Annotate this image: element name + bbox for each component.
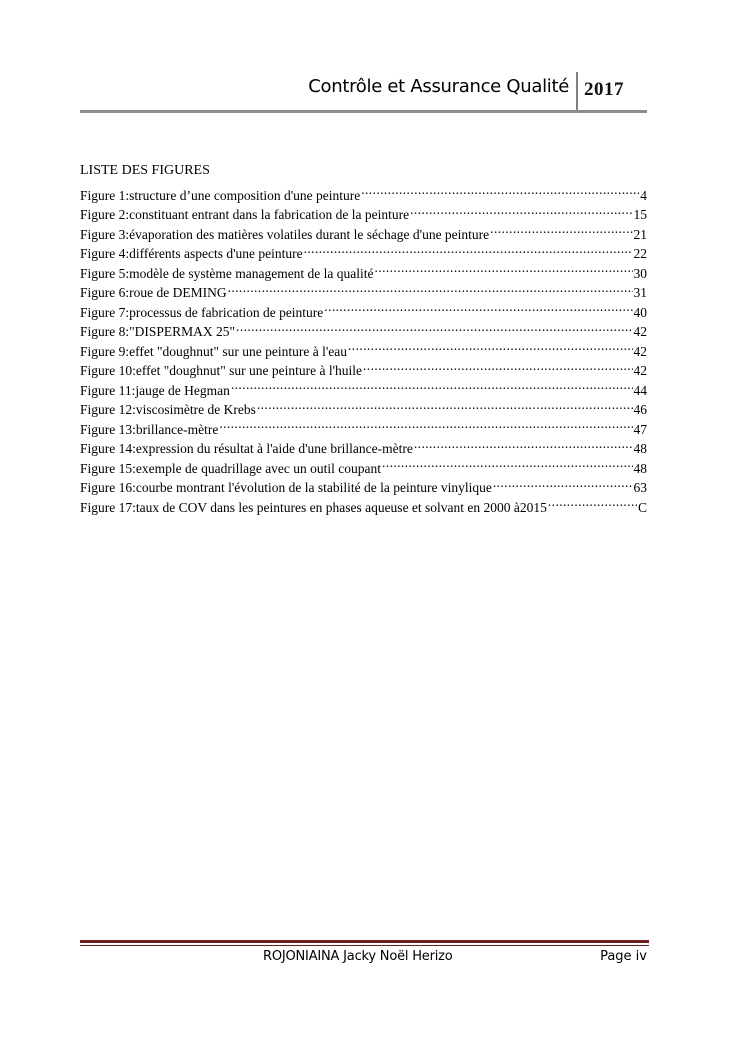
- toc-dot-leader: [228, 278, 633, 298]
- toc-entry-title: Figure 6:roue de DEMING: [80, 285, 227, 300]
- toc-entry-title: Figure 1:structure d’une composition d'une peinture: [80, 187, 361, 203]
- toc-dot-leader: [414, 434, 633, 454]
- toc-entry-page: 42: [633, 363, 647, 378]
- footer-rule: [80, 940, 649, 943]
- toc-dot-leader: [375, 258, 633, 278]
- toc-dot-leader: [348, 336, 632, 356]
- toc-heading: LISTE DES FIGURES: [80, 163, 210, 178]
- toc-entry-page: 21: [633, 226, 647, 242]
- toc-entry-page: 22: [633, 246, 647, 261]
- toc-dot-leader: [304, 239, 633, 259]
- toc-entry-title: Figure 15:exemple de quadrillage avec un outil coupant: [80, 460, 382, 476]
- toc-entry-title: Figure 3:évaporation des matières volatiles durant le séchage d'une peinture: [80, 226, 490, 242]
- toc-entry-page: 4: [640, 187, 647, 203]
- toc-entry-title: Figure 8:"DISPERMAX 25": [80, 324, 236, 339]
- toc-dot-leader: [382, 453, 632, 473]
- toc-entry-title: Figure 16:courbe montrant l'évolution de la stabilité de la peinture vinylique: [80, 480, 492, 495]
- toc-dot-leader: [324, 297, 632, 317]
- footer-page-number: Page iv: [600, 949, 647, 964]
- toc-entry-title: Figure 17:taux de COV dans les peintures en phases aqueuse et solvant en 2000 à2015: [80, 499, 547, 515]
- toc-dot-leader: [236, 317, 632, 337]
- toc-entry-page: 40: [633, 304, 647, 320]
- list-of-figures: [80, 161, 647, 515]
- toc-dot-leader: [548, 492, 637, 512]
- footer-rule-thin: [80, 945, 649, 946]
- toc-entry-title: Figure 7:processus de fabrication de peinture: [80, 304, 324, 320]
- toc-entries: [80, 180, 647, 515]
- toc-dot-leader: [231, 375, 633, 395]
- toc-entry-page: 47: [633, 421, 647, 437]
- toc-entry-title: Figure 10:effet "doughnut" sur une peinture à l'huile: [80, 363, 363, 378]
- toc-entry-page: 31: [633, 285, 647, 300]
- header-year: 2017: [584, 79, 624, 100]
- toc-entry[interactable]: [80, 180, 647, 203]
- toc-entry-title: Figure 2:constituant entrant dans la fabrication de la peinture: [80, 207, 410, 222]
- toc-entry-title: Figure 9:effet "doughnut" sur une peinture à l'eau: [80, 343, 348, 359]
- toc-entry-page: 63: [633, 480, 647, 495]
- header-title: Contrôle et Assurance Qualité: [308, 76, 569, 97]
- toc-dot-leader: [361, 180, 639, 200]
- toc-dot-leader: [257, 395, 633, 415]
- toc-entry-title: Figure 14:expression du résultat à l'aide d'une brillance-mètre: [80, 441, 413, 456]
- toc-entry-page: 42: [633, 343, 647, 359]
- header-divider: [576, 72, 578, 112]
- page-header: [80, 70, 647, 112]
- toc-entry-page: 44: [633, 382, 647, 398]
- toc-dot-leader: [219, 414, 632, 434]
- footer-author: ROJONIAINA Jacky Noël Herizo: [263, 949, 453, 964]
- toc-entry-page: 46: [633, 402, 647, 417]
- toc-dot-leader: [410, 200, 632, 220]
- toc-dot-leader: [493, 473, 633, 493]
- toc-dot-leader: [490, 219, 632, 239]
- toc-entry-page: 15: [633, 207, 647, 222]
- toc-dot-leader: [363, 356, 632, 376]
- toc-entry-page: C: [637, 499, 647, 515]
- toc-entry-page: 48: [633, 460, 647, 476]
- toc-entry-page: 48: [633, 441, 647, 456]
- toc-entry-page: 42: [633, 324, 647, 339]
- header-rule: [80, 110, 647, 113]
- toc-entry-title: Figure 4:différents aspects d'une peinture: [80, 246, 303, 261]
- toc-entry-page: 30: [633, 265, 647, 281]
- toc-entry-title: Figure 13:brillance-mètre: [80, 421, 219, 437]
- toc-entry-title: Figure 12:viscosimètre de Krebs: [80, 402, 256, 417]
- toc-entry-title: Figure 11:jauge de Hegman: [80, 382, 230, 398]
- toc-entry-title: Figure 5:modèle de système management de la qualité: [80, 265, 374, 281]
